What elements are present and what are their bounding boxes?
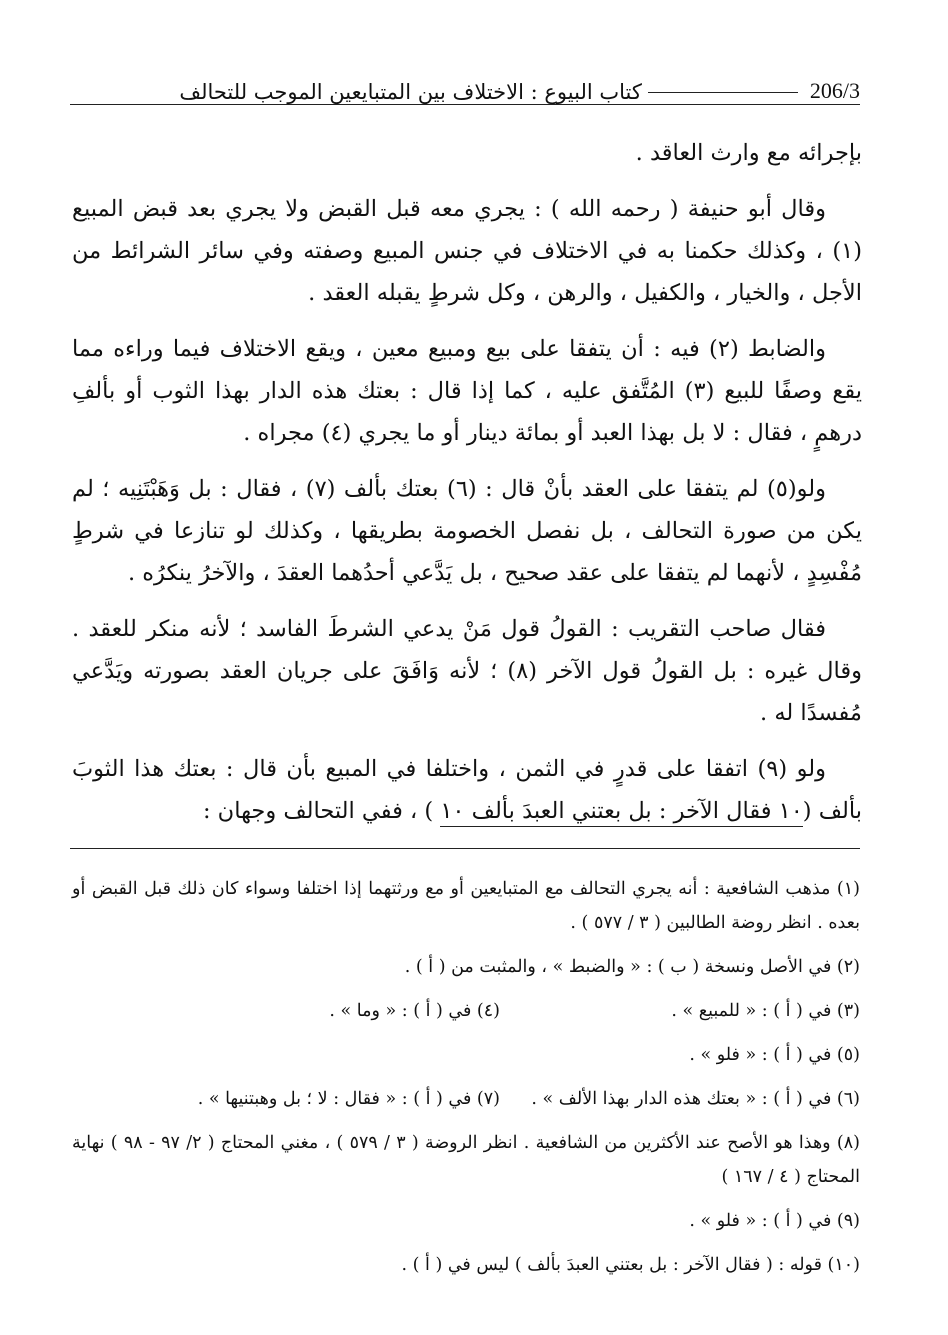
paragraph: والضابط (٢) فيه : أن يتفقا على بيع ومبيع معين ، ويقع الاختلاف فيما وراءه مما يقع وصفًا للبيع (٣) المُتَّفق عليه ، كما إذا قال : بعتك هذه الدار بهذا الثوب أو بألفِ درهمٍ ، فقال : لا بل بهذا العبد أو بمائة دينار أو ما يجري (٤) مجراه . [72,336,862,446]
underlined-text: ١٠ فقال الآخر : بل بعتني العبدَ بألف ١٠ [440,798,802,827]
main-text [72,132,862,846]
footnote-row [72,994,860,1028]
footnote: (٣) في ( أ ) : « للمبيع » . [671,1001,860,1021]
footnote: (١) مذهب الشافعية : أنه يجري التحالف مع المتبايعين أو مع ورثتهما إذا اختلفا وسواء كان ذلك قبل القبض أو بعده . انظر روضة الطالبين ( ٣ / ٥٧٧ ) . [72,879,860,933]
footnote: (٩) في ( أ ) : « فلو » . [689,1211,860,1231]
paragraph: فقال صاحب التقريب : القولُ قول مَنْ يدعي الشرطَ الفاسد ؛ لأنه منكر للعقد . وقال غيره : بل القولُ قول الآخر (٨) ؛ لأنه وَافَقَ على جريان العقد بصورته ويَدَّعي مُفسدًا له . [72,616,862,726]
footnote: (٥) في ( أ ) : « فلو » . [689,1045,860,1065]
paragraph: بإجرائه مع وارث العاقد . [635,140,862,166]
footnote: (٤) في ( أ ) : « وما » . [329,1001,500,1021]
paragraph: وقال أبو حنيفة ( رحمه الله ) : يجري معه قبل القبض ولا يجري بعد قبض المبيع (١) ، وكذلك حكمنا به في الاختلاف في جنس المبيع وصفته وفي سائر الشرائط من الأجل ، والخيار ، والكفيل ، والرهن ، وكل شرطٍ يقبله العقد . [72,196,862,306]
footnote-separator [70,848,860,849]
paragraph-text: ولو (٩) اتفقا على قدرٍ في الثمن ، واختلفا في المبيع بأن قال : بعتك هذا الثوبَ بألف ( [72,756,862,824]
page-number: 206/3 [809,78,860,103]
footnote-row [72,1082,860,1116]
header-title: كتاب البيوع : الاختلاف بين المتبايعين الموجب للتحالف [179,80,642,104]
footnote: (٦) في ( أ ) : « بعتك هذه الدار بهذا الألف » . [531,1089,860,1109]
paragraph-text: ) ، ففي التحالف وجهان : [202,798,434,824]
header-dash [648,92,798,93]
paragraph: ولو(٥) لم يتفقا على العقد بأنْ قال : (٦) بعتك بألف (٧) ، فقال : بل وَهَبْتَنِيه ؛ لم يكن من صورة التحالف ، بل نفصل الخصومة بطريقها ، وكذلك لو تنازعا في شرطٍ مُفْسِدٍ ، لأنهما لم يتفقا على عقد صحيح ، بل يَدَّعي أحدُهما العقدَ ، والآخرُ ينكرُه . [72,476,862,586]
footnote: (٧) في ( أ ) : « فقال : لا ؛ بل وهبتنيها » . [197,1089,500,1109]
running-header [70,70,860,105]
footnote: (٨) وهذا هو الأصح عند الأكثرين من الشافعية . انظر الروضة ( ٣ / ٥٧٩ ) ، مغني المحتاج ( ٢/ ٩٧ - ٩٨ ) نهاية المحتاج ( ٤ / ١٦٧ ) [72,1133,860,1187]
footnotes [72,872,860,1292]
footnote: (١٠) قوله : ( فقال الآخر : بل بعتني العبدَ بألف ) ليس في ( أ ) . [401,1255,860,1275]
paragraph-last [72,748,862,832]
footnote: (٢) في الأصل ونسخة ( ب ) : « والضبط » ، والمثبت من ( أ ) . [404,957,860,977]
